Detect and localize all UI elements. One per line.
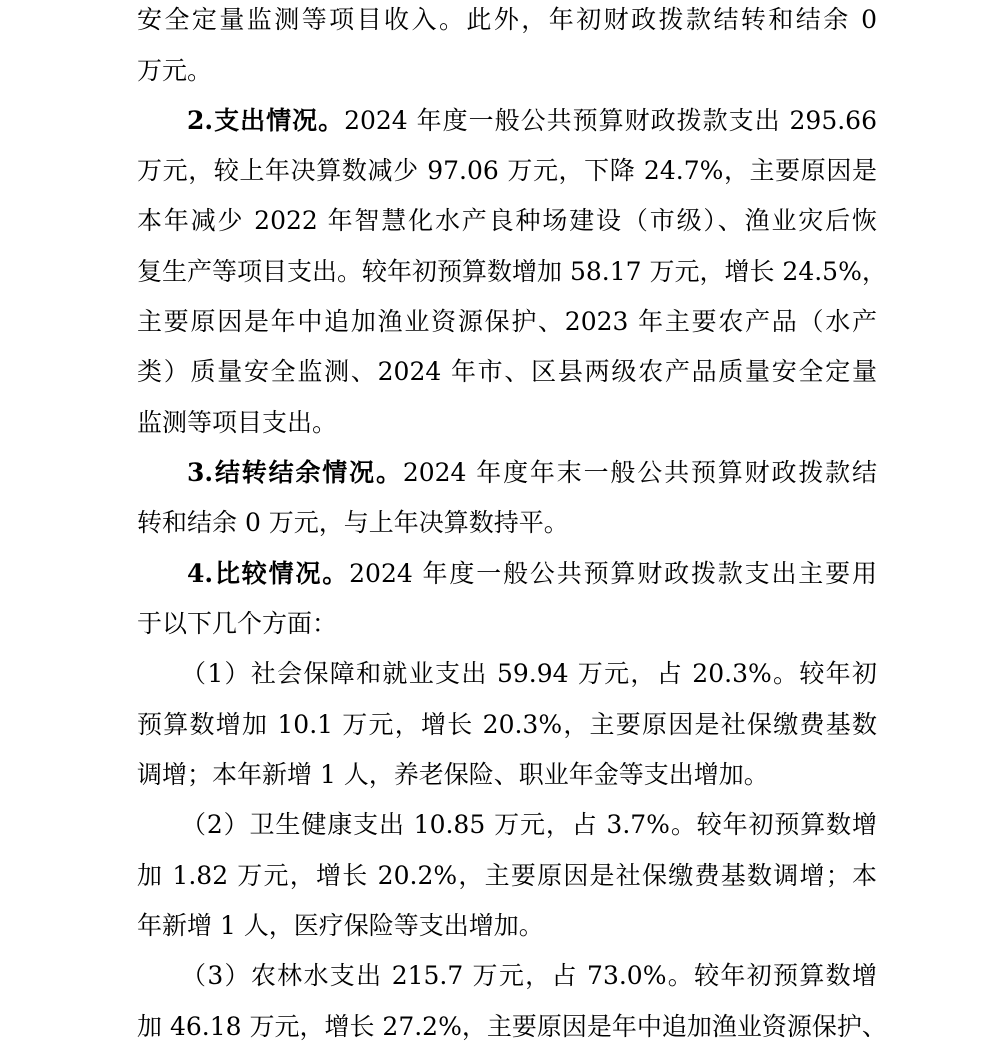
text-line: 2024 年度年末一般公共预算财政拨款结 xyxy=(402,458,877,487)
heading-expense: 2.支出情况。 xyxy=(187,106,345,135)
text-line: 主要原因是年中追加渔业资源保护、2023 年主要农产品（水产 xyxy=(137,307,877,336)
heading-carryover: 3.结转结余情况。 xyxy=(187,458,403,487)
text-line: 转和结余 0 万元，与上年决算数持平。 xyxy=(137,508,569,537)
text-line: 监测等项目支出。 xyxy=(137,408,338,437)
text-line: 复生产等项目支出。较年初预算数增加 58.17 万元，增长 24.5%， xyxy=(137,257,887,286)
paragraph-expense-first-line xyxy=(187,95,877,146)
list-item-health: （2）卫生健康支出 10.85 万元，占 3.7%。较年初预算数增 xyxy=(181,810,877,839)
text-line: 加 46.18 万元，增长 27.2%，主要原因是年中追加渔业资源保护、 xyxy=(137,1012,887,1041)
text-line: 万元，较上年决算数减少 97.06 万元，下降 24.7%，主要原因是 xyxy=(137,156,877,185)
text-line: 于以下几个方面： xyxy=(137,609,338,638)
paragraph-comparison-first-line xyxy=(187,548,877,599)
text-line: 预算数增加 10.1 万元，增长 20.3%，主要原因是社保缴费基数 xyxy=(137,710,877,739)
text-line: 加 1.82 万元，增长 20.2%，主要原因是社保缴费基数调增；本 xyxy=(137,861,877,890)
list-item-agriculture: （3）农林水支出 215.7 万元，占 73.0%。较年初预算数增 xyxy=(181,961,877,990)
text-line: 2024 年度一般公共预算财政拨款支出主要用 xyxy=(349,559,877,588)
text-line: 类）质量安全监测、2024 年市、区县两级农产品质量安全定量 xyxy=(137,357,877,386)
text-line: 安全定量监测等项目收入。此外，年初财政拨款结转和结余 0 xyxy=(137,5,877,34)
text-line: 本年减少 2022 年智慧化水产良种场建设（市级）、渔业灾后恢 xyxy=(137,206,877,235)
text-line: 万元。 xyxy=(137,56,213,85)
text-line: 2024 年度一般公共预算财政拨款支出 295.66 xyxy=(344,106,877,135)
heading-comparison: 4.比较情况。 xyxy=(187,559,350,588)
paragraph-carryover-first-line xyxy=(187,447,877,498)
text-line: 年新增 1 人，医疗保险等支出增加。 xyxy=(137,911,544,940)
list-item-social-security: （1）社会保障和就业支出 59.94 万元，占 20.3%。较年初 xyxy=(181,659,877,688)
text-line: 调增；本年新增 1 人，养老保险、职业年金等支出增加。 xyxy=(137,760,769,789)
